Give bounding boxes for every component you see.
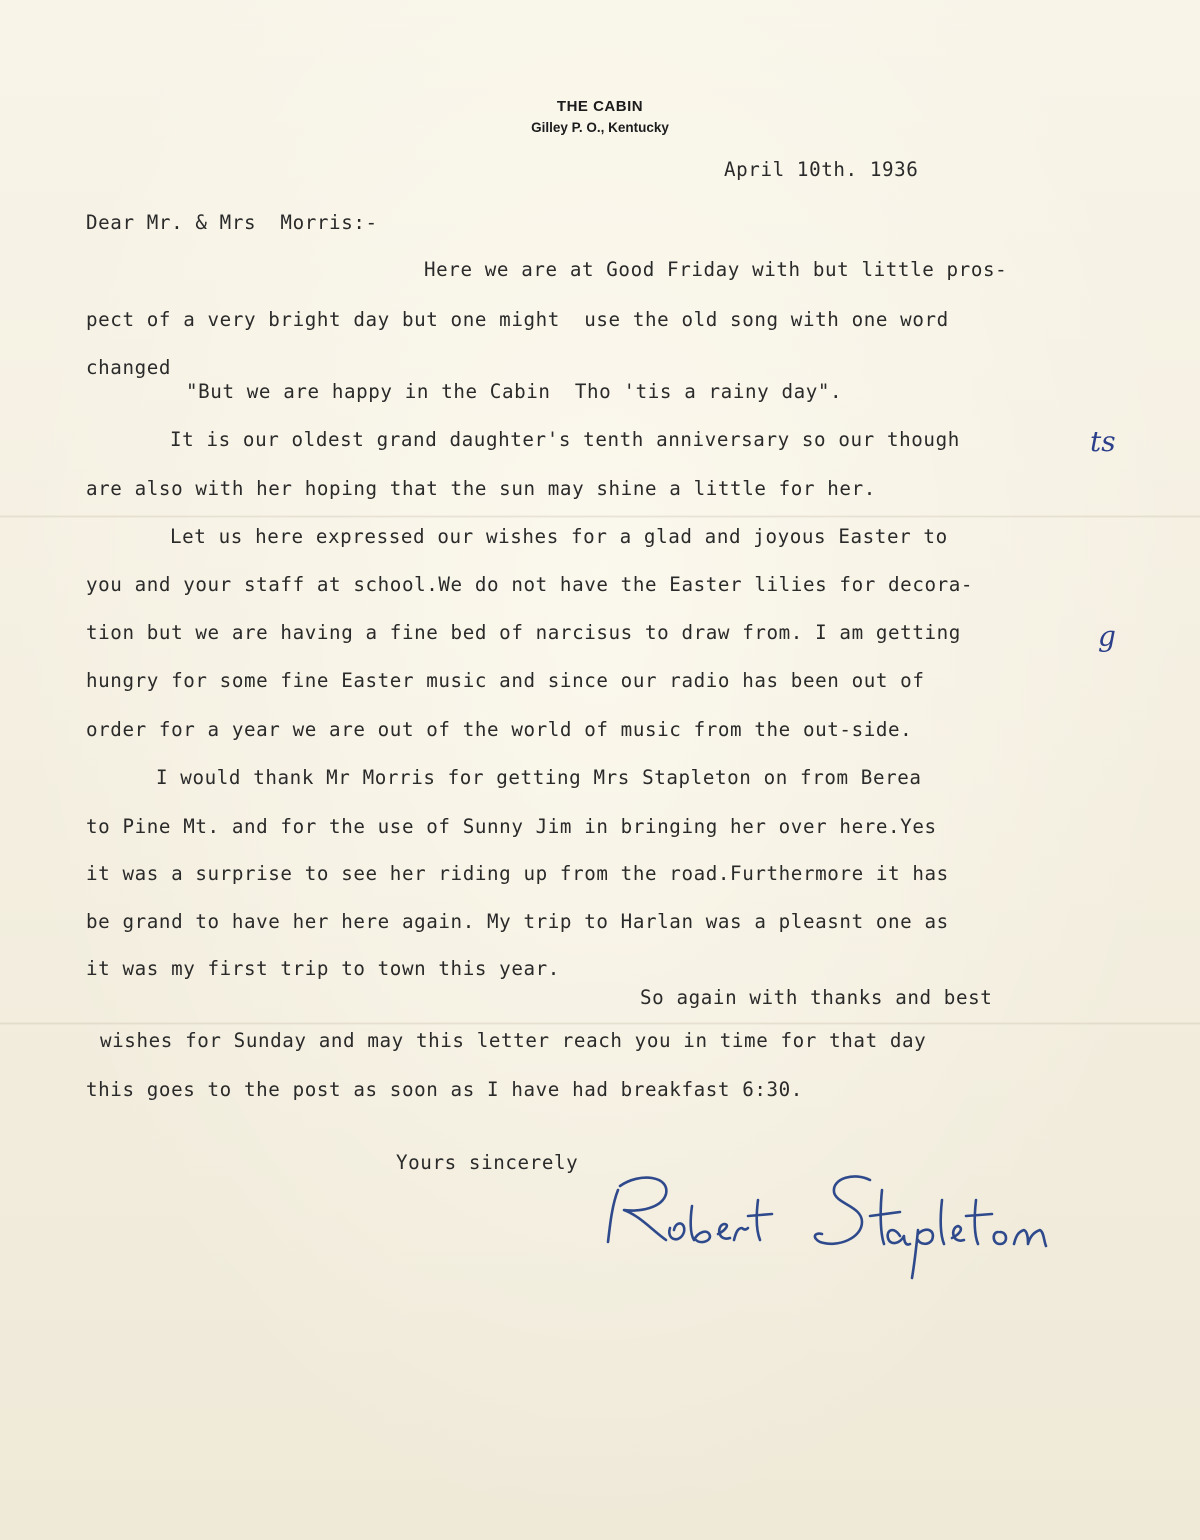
body-line: order for a year we are out of the world of music from the out-side. [86, 718, 913, 741]
letter-date: April 10th. 1936 [724, 158, 919, 181]
signature [600, 1150, 1070, 1280]
body-line: I would thank Mr Morris for getting Mrs Stapleton on from Berea [156, 766, 922, 789]
body-line: hungry for some fine Easter music and since our radio has been out of [86, 669, 925, 692]
salutation: Dear Mr. & Mrs Morris:- [86, 211, 378, 234]
body-line: this goes to the post as soon as I have had breakfast 6:30. [86, 1078, 803, 1101]
body-line: Let us here expressed our wishes for a glad and joyous Easter to [170, 525, 948, 548]
body-line: So again with thanks and best [640, 986, 993, 1009]
body-line: it was my first trip to town this year. [86, 957, 560, 980]
body-line: changed [86, 356, 172, 379]
body-line: are also with her hoping that the sun may shine a little for her. [86, 477, 876, 500]
fold-crease [0, 1022, 1200, 1025]
body-line: wishes for Sunday and may this letter reach you in time for that day [100, 1029, 927, 1052]
letterhead [440, 98, 760, 135]
fold-crease [0, 515, 1200, 518]
letterhead-address: Gilley P. O., Kentucky [531, 120, 669, 135]
body-line: Here we are at Good Friday with but little pros- [424, 258, 1008, 281]
body-line: it was a surprise to see her riding up from the road.Furthermore it has [86, 862, 949, 885]
body-line: tion but we are having a fine bed of narcisus to draw from. I am getting [86, 621, 961, 644]
closing: Yours sincerely [396, 1151, 579, 1174]
body-line: you and your staff at school.We do not have the Easter lilies for decora- [86, 573, 974, 596]
quoted-song-line: "But we are happy in the Cabin Tho 'tis a rainy day". [186, 380, 843, 403]
body-line: It is our oldest grand daughter's tenth anniversary so our though [170, 428, 960, 451]
handwritten-correction: ts [1090, 425, 1116, 458]
handwritten-correction: g [1098, 620, 1116, 653]
body-line: pect of a very bright day but one might use the old song with one word [86, 308, 949, 331]
letterhead-name: THE CABIN [556, 98, 644, 115]
body-line: be grand to have her here again. My trip to Harlan was a pleasnt one as [86, 910, 949, 933]
body-line: to Pine Mt. and for the use of Sunny Jim in bringing her over here.Yes [86, 815, 937, 838]
